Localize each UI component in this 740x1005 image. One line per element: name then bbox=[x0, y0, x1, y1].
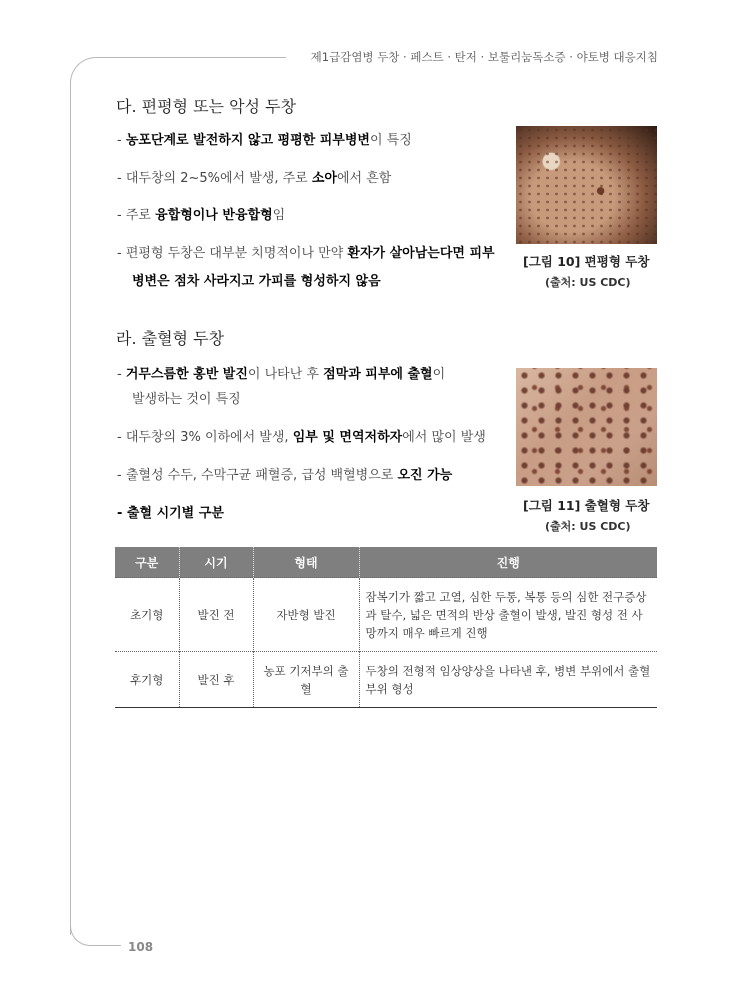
table-header-cell: 구분 bbox=[115, 547, 179, 578]
page-frame-bottom bbox=[70, 925, 121, 946]
table-cell: 잠복기가 짧고 고열, 심한 두통, 복통 등의 심한 전구증상과 탈수, 넓은 면적의 반상 출혈이 발생, 발진 형성 전 사망까지 매우 빠르게 진행 bbox=[359, 578, 657, 652]
flat-smallpox-photo bbox=[516, 126, 657, 244]
table-cell: 두창의 전형적 임상양상을 나타낸 후, 병변 부위에서 출혈 부위 형성 bbox=[359, 652, 657, 708]
bullet-flat-4-cont: 병변은 점차 사라지고 가피를 형성하지 않음 bbox=[132, 274, 381, 289]
page-number: 108 bbox=[128, 940, 154, 954]
figure-10-caption: [그림 10] 편평형 두창 bbox=[523, 254, 650, 269]
table-cell: 발진 전 bbox=[179, 578, 253, 652]
table-row bbox=[115, 578, 657, 652]
page-frame-left bbox=[70, 85, 71, 935]
bullet-hem-2: - 대두창의 3% 이하에서 발생, 임부 및 면역저하자에서 많이 발생 bbox=[117, 430, 486, 445]
bullet-hem-1-cont: 발생하는 것이 특징 bbox=[132, 392, 241, 407]
section-title-flat: 다. 편평형 또는 악성 두창 bbox=[116, 97, 296, 116]
bullet-hem-3: - 출혈성 수두, 수막구균 패혈증, 급성 백혈병으로 오진 가능 bbox=[117, 468, 453, 483]
bullet-hem-4: - 출혈 시기별 구분 bbox=[117, 506, 224, 521]
table-header-cell: 시기 bbox=[179, 547, 253, 578]
header-rule bbox=[96, 57, 286, 58]
table-row bbox=[115, 652, 657, 708]
bullet-flat-2: - 대두창의 2~5%에서 발생, 주로 소아에서 흔함 bbox=[117, 171, 392, 186]
hemorrhagic-smallpox-photo bbox=[516, 368, 657, 486]
figure-11-source: (출처: US CDC) bbox=[545, 520, 631, 533]
table-cell: 초기형 bbox=[115, 578, 179, 652]
running-header: 제1급감염병 두창 · 페스트 · 탄저 · 보툴리눔독소증 · 야토병 대응지침 bbox=[310, 50, 658, 64]
bullet-hem-1: - 거무스름한 홍반 발진이 나타난 후 점막과 피부에 출혈이 bbox=[117, 367, 446, 382]
table-header-cell: 형태 bbox=[253, 547, 359, 578]
bullet-flat-1: - 농포단계로 발전하지 않고 평평한 피부병변이 특징 bbox=[117, 133, 412, 148]
table-cell: 자반형 발진 bbox=[253, 578, 359, 652]
bullet-flat-4: - 편평형 두창은 대부분 치명적이나 만약 환자가 살아남는다면 피부 bbox=[117, 246, 495, 261]
page-frame-corner bbox=[70, 57, 97, 88]
table-cell: 농포 기저부의 출혈 bbox=[253, 652, 359, 708]
hemorrhagic-type-table bbox=[115, 547, 657, 708]
figure-11-caption: [그림 11] 출혈형 두창 bbox=[523, 498, 650, 513]
bullet-flat-3: - 주로 융합형이나 반융합형임 bbox=[117, 208, 286, 223]
table-cell: 발진 후 bbox=[179, 652, 253, 708]
table-header-cell: 진행 bbox=[359, 547, 657, 578]
figure-10-source: (출처: US CDC) bbox=[545, 276, 631, 289]
table-cell: 후기형 bbox=[115, 652, 179, 708]
section-title-hemorrhagic: 라. 출혈형 두창 bbox=[116, 329, 224, 348]
table-header-row bbox=[115, 547, 657, 578]
